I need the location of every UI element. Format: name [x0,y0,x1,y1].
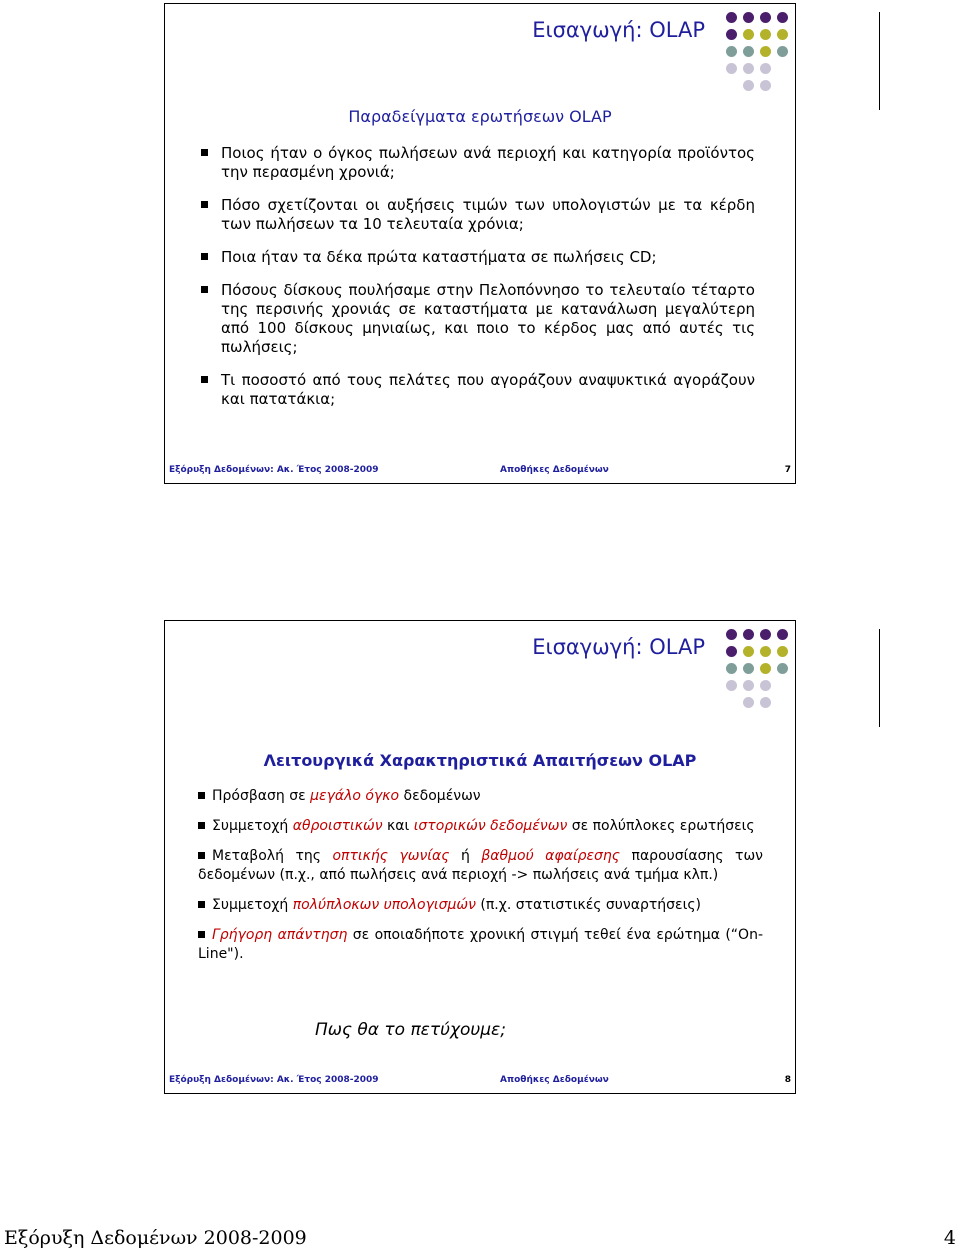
slide-title: Εισαγωγή: OLAP [532,635,705,659]
decor-dot [726,29,737,40]
decor-dot [726,663,737,674]
slide-footer [169,1075,791,1087]
decor-dot [743,663,754,674]
decor-dot [726,12,737,23]
list-item: Πόσους δίσκους πουλήσαμε στην Πελοπόννησο το τελευταίο τέταρτο της περσινής χρονιάς σε καταστήματα με κατανάλωση μεγαλύτερη από 100 δίσκους μηνιαίως, και ποιο το κέρδος μας από αυτές τις πωλήσεις; [201,281,755,357]
decor-dot [777,663,788,674]
decor-dot [760,697,771,708]
decor-dot [743,629,754,640]
decor-dot [726,63,737,74]
decor-dot [760,680,771,691]
decor-dot [777,29,788,40]
decor-dot [743,697,754,708]
decor-dot [743,646,754,657]
footer-topic: Αποθήκες Δεδομένων [500,465,609,475]
list-item: Μεταβολή της οπτικής γωνίας ή βαθμού αφαίρεσης παρουσίασης των δεδομένων (π.χ., από πωλήσεις ανά περιοχή -> πωλήσεις ανά τμήμα κλπ.) [198,848,764,883]
slide-footer [169,465,791,477]
decor-dot [726,680,737,691]
decor-dot [777,629,788,640]
title-divider [879,12,880,110]
decor-dot [743,46,754,57]
decor-dot [726,646,737,657]
list-item: Συμμετοχή αθροιστικών και ιστορικών δεδομένων σε πολύπλοκες ερωτήσεις [198,817,763,836]
decor-dot [743,12,754,23]
slide-number: 8 [784,1075,791,1085]
decor-dot [760,29,771,40]
decor-dot [777,12,788,23]
slide-title: Εισαγωγή: OLAP [532,18,705,42]
decor-dot [760,663,771,674]
decor-dot [743,29,754,40]
decor-dot [760,629,771,640]
footer-course: Εξόρυξη Δεδομένων: Ακ. Έτος 2008-2009 [169,1075,379,1085]
page-footer [0,1227,960,1251]
decor-dot [743,63,754,74]
slide-subtitle: Λειτουργικά Χαρακτηριστικά Απαιτήσεων OLAP [263,751,697,770]
decor-dot [726,46,737,57]
slide-7 [164,3,796,484]
page-footer-title: Εξόρυξη Δεδομένων 2008-2009 [4,1227,307,1249]
decor-dot [777,646,788,657]
slide-number: 7 [784,465,791,475]
decor-dot [777,46,788,57]
requirements-list [198,787,763,975]
footer-course: Εξόρυξη Δεδομένων: Ακ. Έτος 2008-2009 [169,465,379,475]
decor-dot [743,80,754,91]
list-item: Γρήγορη απάντηση σε οποιαδήποτε χρονική στιγμή τεθεί ένα ερώτημα (“On-Line"). [198,927,764,962]
list-item: Συμμετοχή πολύπλοκων υπολογισμών (π.χ. στατιστικές συναρτήσεις) [198,896,763,915]
list-item: Τι ποσοστό από τους πελάτες που αγοράζουν αναψυκτικά αγοράζουν και πατατάκια; [201,371,755,409]
decor-dot [760,63,771,74]
slide-8 [164,620,796,1094]
footer-topic: Αποθήκες Δεδομένων [500,1075,609,1085]
list-item: Ποια ήταν τα δέκα πρώτα καταστήματα σε πωλήσεις CD; [201,248,755,267]
decor-dot [760,12,771,23]
decor-dot [726,629,737,640]
decor-dot [760,80,771,91]
closing-question: Πως θα το πετύχουμε; [315,1020,506,1040]
decor-dot [760,46,771,57]
slide-subtitle: Παραδείγματα ερωτήσεων OLAP [348,107,612,126]
list-item: Πρόσβαση σε μεγάλο όγκο δεδομένων [198,787,763,806]
title-divider [879,629,880,727]
list-item: Πόσο σχετίζονται οι αυξήσεις τιμών των υπολογιστών με τα κέρδη των πωλήσεων τα 10 τελευταία χρόνια; [201,196,755,234]
decor-dot [743,680,754,691]
question-list [201,144,755,423]
decor-dot [760,646,771,657]
list-item: Ποιος ήταν ο όγκος πωλήσεων ανά περιοχή και κατηγορία προϊόντος την περασμένη χρονιά; [201,144,755,182]
page-number: 4 [943,1227,956,1249]
